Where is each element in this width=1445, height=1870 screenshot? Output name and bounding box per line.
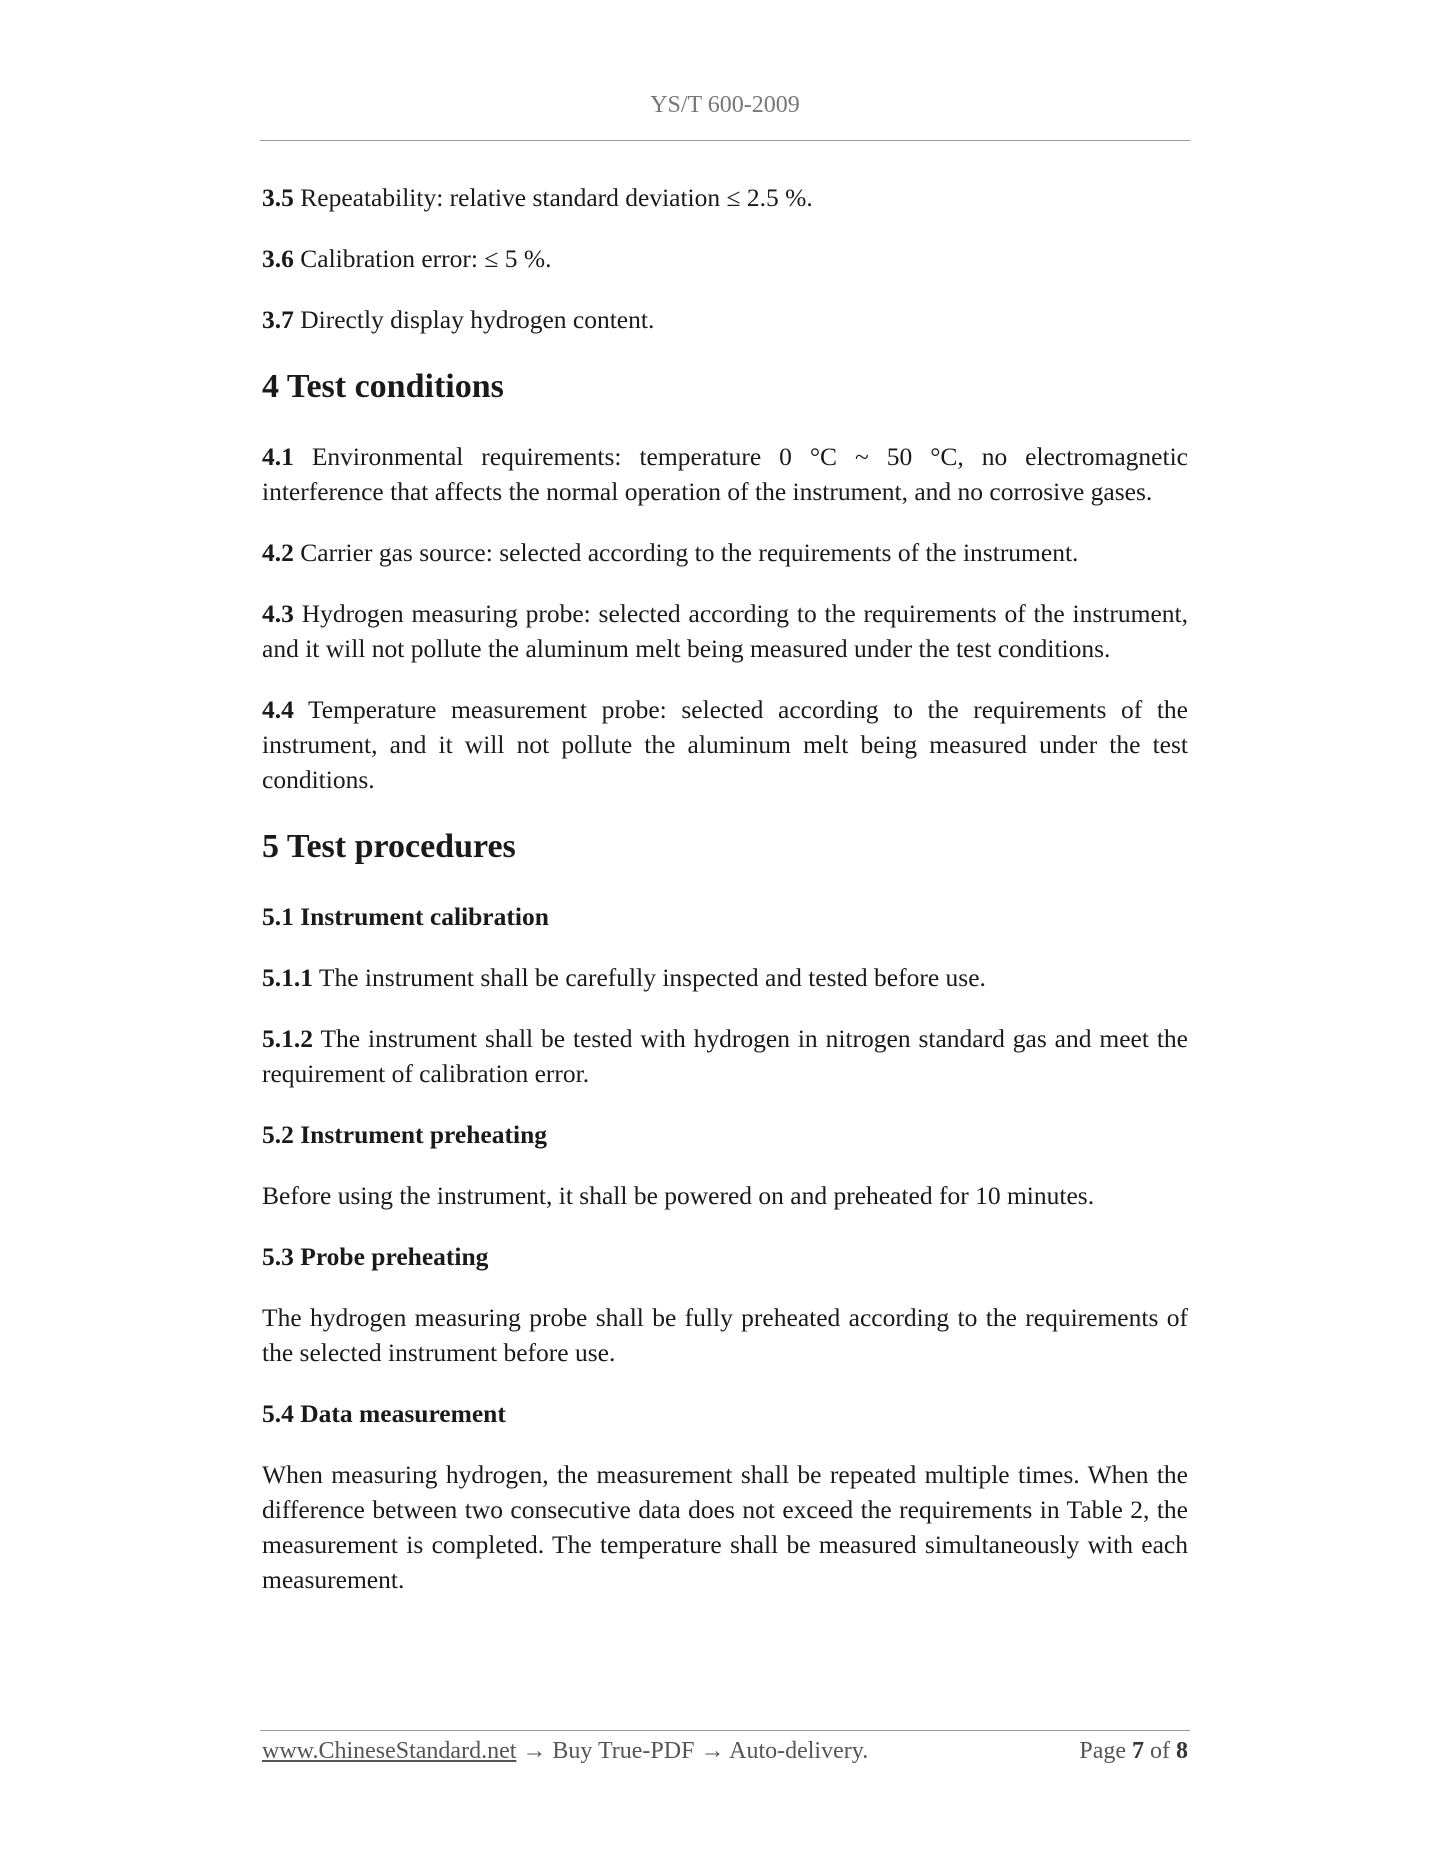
clause-3-6 [262, 241, 1188, 276]
subsection-heading-5-1: 5.1 Instrument calibration [262, 902, 549, 931]
clause-4-1 [262, 439, 1188, 509]
footer-promo [262, 1734, 868, 1768]
footer-promo-text: → Buy True-PDF → Auto-delivery. [516, 1738, 869, 1764]
page-label: Page [1079, 1738, 1132, 1764]
clause-number: 3.7 [262, 305, 294, 334]
clause-number: 3.5 [262, 183, 294, 212]
clause-text: Repeatability: relative standard deviation ≤ 2.5 %. [293, 183, 813, 212]
paragraph-5-4: When measuring hydrogen, the measurement shall be repeated multiple times. When the difference between two consecutive data does not exceed the requirements in Table 2, the measurement is completed. The temperature shall be measured simultaneously with each measurement. [262, 1460, 1188, 1594]
page-header: YS/T 600-2009 [650, 92, 800, 118]
clause-5-1-1 [262, 960, 1188, 995]
subsection-heading-5-3: 5.3 Probe preheating [262, 1242, 489, 1271]
document-body [262, 180, 1188, 1623]
clause-number: 5.1.1 [262, 963, 313, 992]
page-total: 8 [1176, 1738, 1188, 1764]
clause-number: 4.1 [262, 442, 294, 471]
paragraph-5-2: Before using the instrument, it shall be powered on and preheated for 10 minutes. [262, 1181, 1095, 1210]
clause-4-4 [262, 692, 1188, 797]
subsection-heading-5-2: 5.2 Instrument preheating [262, 1120, 547, 1149]
clause-number: 4.3 [262, 599, 294, 628]
clause-3-5 [262, 180, 1188, 215]
paragraph-5-3: The hydrogen measuring probe shall be fully preheated according to the requirements of the selected instrument before use. [262, 1303, 1188, 1367]
header-divider [260, 140, 1190, 141]
website-link[interactable]: www.ChineseStandard.net [262, 1738, 517, 1764]
clause-number: 4.2 [262, 538, 294, 567]
section-heading-5: 5 Test procedures [262, 828, 516, 865]
clause-text: Hydrogen measuring probe: selected according to the requirements of the instrument, and it will not pollute the aluminum melt being measured under the test conditions. [262, 599, 1188, 663]
clause-text: Directly display hydrogen content. [293, 305, 655, 334]
clause-text: Environmental requirements: temperature 0 °C ~ 50 °C, no electromagnetic interference that affects the normal operation of the instrument, and no corrosive gases. [262, 442, 1188, 506]
clause-text: The instrument shall be carefully inspected and tested before use. [313, 963, 986, 992]
clause-5-1-2 [262, 1021, 1188, 1091]
clause-number: 5.1.2 [262, 1024, 313, 1053]
clause-text: Calibration error: ≤ 5 %. [293, 244, 552, 273]
document-page [260, 0, 1190, 1870]
page-number: 7 [1132, 1738, 1144, 1764]
page-counter [1079, 1734, 1188, 1768]
clause-3-7 [262, 302, 1188, 337]
clause-text: The instrument shall be tested with hydrogen in nitrogen standard gas and meet the requirement of calibration error. [262, 1024, 1188, 1088]
section-heading-4: 4 Test conditions [262, 368, 504, 405]
clause-4-2 [262, 535, 1188, 570]
footer-divider [260, 1730, 1190, 1731]
clause-4-3 [262, 596, 1188, 666]
subsection-heading-5-4: 5.4 Data measurement [262, 1399, 506, 1428]
clause-number: 4.4 [262, 695, 294, 724]
of-label: of [1144, 1738, 1176, 1764]
clause-text: Temperature measurement probe: selected according to the requirements of the instrument, and it will not pollute the aluminum melt being measured under the test conditions. [262, 695, 1188, 794]
clause-number: 3.6 [262, 244, 294, 273]
clause-text: Carrier gas source: selected according to the requirements of the instrument. [293, 538, 1079, 567]
